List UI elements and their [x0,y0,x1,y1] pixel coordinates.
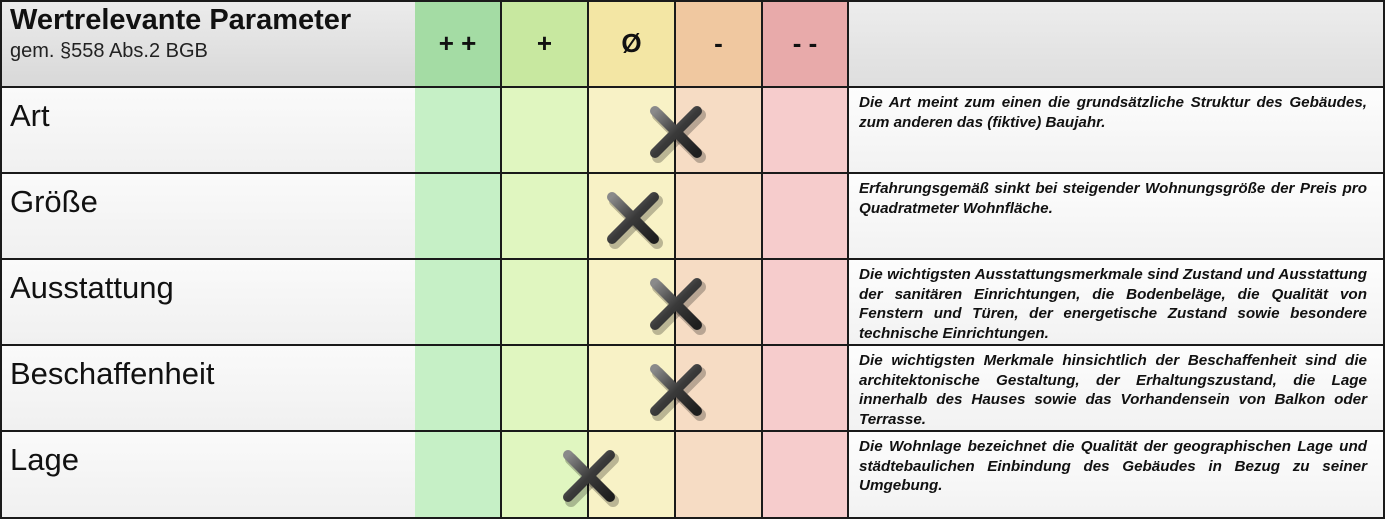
description-cell [849,88,1385,174]
parameter-cell [0,260,417,346]
scale-cell [763,432,849,519]
description-cell [849,432,1385,519]
scale-header-3 [589,0,676,88]
parameter-label: Beschaffenheit [10,356,215,391]
header-description-cell [849,0,1385,88]
scale-cell [415,88,502,174]
scale-label: - [714,27,723,58]
parameter-label: Art [10,98,50,133]
scale-cell [676,432,763,519]
scale-header-2 [502,0,589,88]
description-text: Die Wohnlage bezeichnet die Qualität der geographischen Lage und städtebaulichen Einbindung des Gebäudes in Bezug zu seiner Umgebung. [859,438,1367,494]
scale-label: - - [792,27,818,58]
description-text: Die Art meint zum einen die grundsätzliche Struktur des Gebäudes, zum anderen das (fiktive) Baujahr. [859,94,1367,131]
scale-cell [676,174,763,260]
table-title: Wertrelevante Parameter [10,4,352,36]
scale-cell [763,346,849,432]
scale-cell [415,346,502,432]
description-cell [849,174,1385,260]
scale-cell [502,260,589,346]
rating-x-mark-icon [602,187,664,249]
scale-header-1 [415,0,502,88]
description-text: Die wichtigsten Merkmale hinsichtlich der Beschaffenheit sind die architektonische Gestaltung, der Erhaltungszustand, die Lage innerhalb des Hauses sowie das Vorhandensein von Balkon oder Terrasse. [859,352,1367,428]
scale-cell [763,260,849,346]
rating-x-mark-icon [645,273,707,335]
scale-cell [763,174,849,260]
description-cell [849,346,1385,432]
description-text: Erfahrungsgemäß sinkt bei steigender Wohnungsgröße der Preis pro Quadratmeter Wohnfläche. [859,180,1367,217]
scale-cell [415,432,502,519]
parameter-cell [0,432,417,519]
scale-cell [415,174,502,260]
scale-cell [502,88,589,174]
description-text: Die wichtigsten Ausstattungsmerkmale sind Zustand und Ausstattung der sanitären Einrichtungen, die Bodenbeläge, die Qualität von Fenstern und Türen, der energetische Zustand sowie besondere technische Einrichtungen. [859,266,1367,342]
rating-x-mark-icon [645,359,707,421]
scale-header-4 [676,0,763,88]
parameter-cell [0,346,417,432]
scale-label: Ø [621,27,642,58]
description-cell [849,260,1385,346]
parameter-label: Lage [10,442,79,477]
header-parameter-cell [0,0,417,88]
scale-cell [502,346,589,432]
parameter-label: Ausstattung [10,270,174,305]
parameter-cell [0,174,417,260]
scale-header-5 [763,0,849,88]
rating-x-mark-icon [558,445,620,507]
scale-cell [502,174,589,260]
scale-cell [415,260,502,346]
scale-label: + + [438,27,477,58]
scale-cell [763,88,849,174]
table-subtitle: gem. §558 Abs.2 BGB [10,40,208,62]
scale-label: + [536,27,553,58]
parameter-label: Größe [10,184,98,219]
parameter-cell [0,88,417,174]
rating-x-mark-icon [645,101,707,163]
